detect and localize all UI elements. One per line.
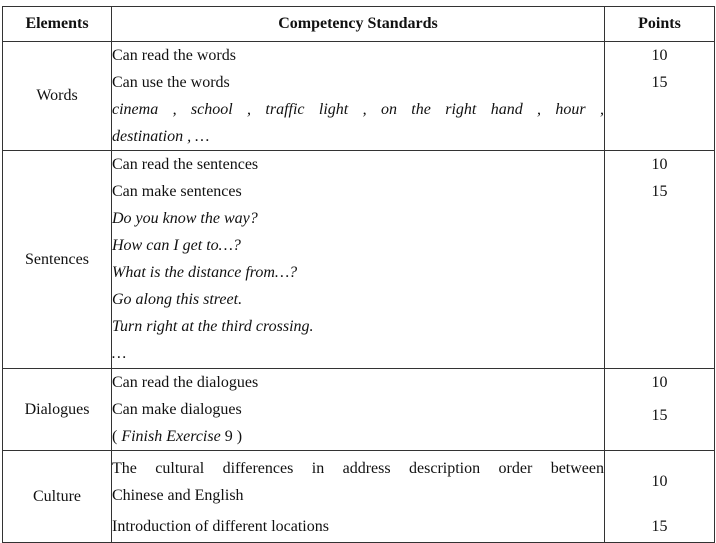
element-culture: Culture <box>3 451 112 543</box>
standards-words <box>112 42 605 151</box>
header-elements: Elements <box>3 7 112 42</box>
header-points: Points <box>605 7 715 42</box>
sentence-example-ellipsis: … <box>112 345 127 362</box>
points-culture <box>605 451 715 543</box>
sentence-example: Do you know the way? <box>112 210 258 227</box>
points-dialogues-make: 15 <box>651 407 668 424</box>
sentence-example: Turn right at the third crossing. <box>112 318 314 335</box>
points-words-use: 15 <box>651 74 668 91</box>
dialogues-exercise-note <box>112 423 604 450</box>
std-dialogues-make: Can make dialogues <box>112 401 242 418</box>
points-dialogues <box>605 369 715 451</box>
words-examples-line2: destination , … <box>112 128 210 145</box>
row-dialogues <box>3 369 715 451</box>
note-open: ( <box>112 428 122 445</box>
standards-culture <box>112 451 605 543</box>
points-sentences-read: 10 <box>651 156 668 173</box>
std-words-use: Can use the words <box>112 74 230 91</box>
std-culture-locations: Introduction of different locations <box>112 518 329 535</box>
std-dialogues-read: Can read the dialogues <box>112 374 259 391</box>
points-sentences-make: 15 <box>651 183 668 200</box>
note-exercise: Finish Exercise <box>121 428 221 445</box>
points-sentences <box>605 151 715 369</box>
row-culture <box>3 451 715 543</box>
header-row <box>3 7 715 42</box>
row-words <box>3 42 715 151</box>
std-culture-differences-line2: Chinese and English <box>112 487 244 504</box>
element-words: Words <box>3 42 112 151</box>
std-sentences-read: Can read the sentences <box>112 156 259 173</box>
element-dialogues: Dialogues <box>3 369 112 451</box>
std-culture-differences-line1: The cultural differences in address description order between <box>112 460 604 477</box>
standards-sentences <box>112 151 605 369</box>
row-sentences <box>3 151 715 369</box>
sentence-example: What is the distance from…? <box>112 264 298 281</box>
points-culture-locations: 15 <box>651 518 668 535</box>
note-close: 9 ) <box>220 428 243 445</box>
element-sentences: Sentences <box>3 151 112 369</box>
std-sentences-make: Can make sentences <box>112 183 242 200</box>
standards-dialogues <box>112 369 605 451</box>
std-words-read: Can read the words <box>112 47 236 64</box>
points-culture-differences: 10 <box>651 473 668 490</box>
points-words <box>605 42 715 151</box>
points-words-read: 10 <box>651 47 668 64</box>
competency-table <box>2 6 715 543</box>
sentence-example: Go along this street. <box>112 291 243 308</box>
points-dialogues-read: 10 <box>651 374 668 391</box>
words-examples-line1: cinema , school , traffic light , on the right hand , hour , <box>112 101 604 118</box>
sentence-example: How can I get to…? <box>112 237 241 254</box>
header-competency-standards: Competency Standards <box>112 7 605 42</box>
